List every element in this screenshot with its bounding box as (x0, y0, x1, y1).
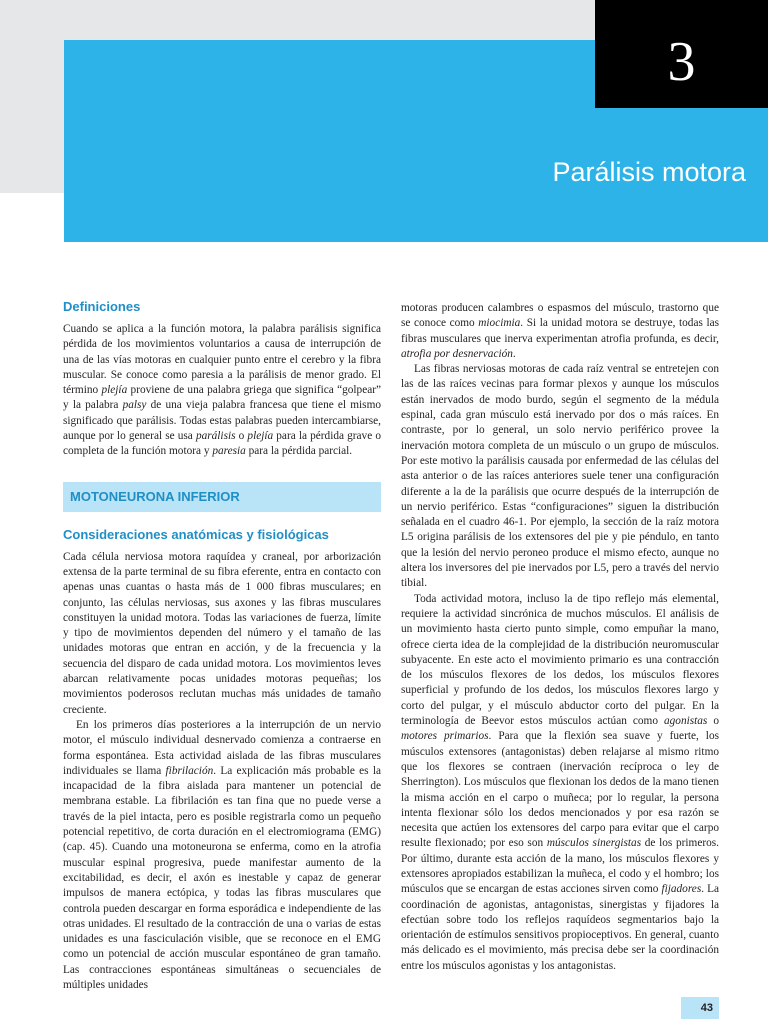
text-run: . La coordinación de agonistas, antagonistas, sinergistas y fijadores la efectúan sobre todo los reflejos raquídeos segmentarios bajo la orientación de estímulos sensitivos propioceptivos. En general, cuanto más delicado es el movimiento, más precisa debe ser la coordinación entre los músculos agonistas y los antagonistas. (401, 883, 719, 972)
text-run-italic: agonistas (664, 715, 708, 728)
paragraph-definitions (63, 322, 381, 460)
left-column (63, 298, 381, 993)
text-run: motoras producen calambres o espasmos del músculo, trastorno que se conoce como (401, 302, 719, 330)
paragraph-raiz-ventral: Las fibras nerviosas motoras de cada raíz ventral se entretejen con las de las raíces vecinas para formar plexos y aunque los músculos están inervados de modo burdo, según el segmento de la médula espinal, cada gran músculo está inervado por dos o más raíces. En contraste, por lo general, un solo nervio periférico provee la inervación motora completa de un músculo o un grupo de músculos. Por este motivo la parálisis causada por enfermedad de las células del asta anterior o de las raíces anteriores suele tener una configuración diferente a la de la parálisis que ocurre después de la interrupción de un nervio periférico. Estas “configuraciones” siguen la distribución señalada en el cuadro 46-1. Por ejemplo, la sección de la raíz motora L5 origina parálisis de los extensores del pie y pie péndulo, en tanto que la lesión del nervio peroneo produce el mismo efecto, aunque no altera los inversores del pie inervados por L5, pero a través del nervio tibial. (401, 363, 719, 590)
text-run-italic: músculos sinergistas (546, 837, 642, 850)
heading-consideraciones: Consideraciones anatómicas y fisiológicas (63, 526, 329, 542)
text-run: de los primeros. Por último, durante esta acción de la mano, los músculos flexores y extensores apropiados estabilizan la muñeca, el codo y el hombro; los músculos que se encargan de estas acciones sirven como (401, 837, 719, 896)
text-run-italic: fijadores (661, 883, 702, 896)
section-bar-motoneurona-inferior: MOTONEURONA INFERIOR (63, 482, 381, 512)
paragraph-miocimia (401, 301, 719, 362)
text-run-italic: plejía (101, 384, 128, 397)
text-run: . La explicación más probable es la incapacidad de la fibra aislada para mantener un potencial de membrana estable. La fibrilación es tan fina que no puede verse a través de la piel intacta, pero es posible registrarla como un pequeño potencial repetitivo, de corta duración en el electromiograma (EMG) (cap. 45). Cuando una motoneurona se enferma, como en la atrofia muscular espinal progresiva, puede manifestar aumento de la excitabilidad, es decir, el axón es inestable y capaz de generar impulsos de manera ectópica, y todas las fibras musculares que controla pueden descargar en forma esporádica e independiente de las otras unidades. El resultado de la contracción de una o varias de estas unidades es una fasciculación visible, que se reconoce en el EMG como un potencial de acción muscular espontáneo de gran tamaño. Las contracciones espontáneas simultáneas o secuenciales de múltiples unidades (63, 764, 381, 991)
text-run-italic: palsy (122, 399, 147, 412)
text-run: . (512, 347, 516, 360)
chapter-number-box (595, 0, 768, 108)
text-run-italic: plejía (247, 430, 274, 443)
chapter-title: Parálisis motora (552, 157, 746, 187)
text-run: o (707, 715, 719, 728)
heading-definiciones: Definiciones (63, 299, 141, 314)
right-column (401, 301, 719, 974)
text-run: para la pérdida parcial. (245, 445, 353, 458)
text-run: Toda actividad motora, incluso la de tipo reflejo más elemental, requiere la actividad sincrónica de muchos músculos. El análisis de un movimiento hasta cierto punto simple, como empuñar la mano, ofrece cierta idea de la complejidad de la distribución neuromuscular subyacente. En este acto el movimiento primario es una contracción de los músculos flexores de los dedos, los músculos flexores superficial y profundo de los dedos, los músculos flexores largo y corto del pulgar, y el músculo abductor corto del pulgar. En la terminología de Beevor estos músculos actúan como (401, 592, 719, 728)
text-run-italic: paresia (212, 445, 246, 458)
text-run: Cuando se aplica a la función motora, la palabra parálisis significa pérdida de los movimientos voluntarios a causa de interrupción de una de las vías motoras en cualquier punto entre el cerebro y la fibra muscular. Se conoce como paresia a la parálisis de menor grado. El término (63, 323, 381, 397)
text-run-italic: atrofia por desnervación (401, 347, 513, 360)
text-run: para la pérdida grave o completa de la función motora y (63, 430, 381, 458)
text-run: . Si la unidad motora se destruye, todas las fibras musculares que inerva experimentan atrofia profunda, es decir, (401, 317, 720, 345)
text-run: proviene de una palabra griega que significa “golpear” y la palabra (63, 384, 381, 412)
text-run: de una vieja palabra francesa que tiene el mismo significado que parálisis. Todas estas palabras pueden intercambiarse, aunque por lo general se usa (63, 399, 381, 443)
chapter-number: 3 (667, 31, 696, 93)
text-run: En los primeros días posteriores a la interrupción de un nervio motor, el músculo individual desnervado comienza a contraerse en forma espontánea. Esta actividad aislada de las fibras musculares individuales se llama (63, 718, 381, 777)
text-run-italic: fibrilación (165, 764, 214, 777)
text-run-italic: motores primarios (401, 730, 489, 743)
text-run-italic: miocimia (478, 317, 521, 330)
paragraph-unidad-motora: Cada célula nerviosa motora raquídea y craneal, por arborización extensa de la parte terminal de su fibra eferente, entra en contacto con apenas unas cuantas o hasta más de 1 000 fibras musculares; en conjunto, las células nerviosas, sus axones y las fibras musculares constituyen la unidad motora. Todas las variaciones de fuerza, límite y tipo de movimientos dependen del número y el tamaño de las unidades motoras que entran en acción, y de la frecuencia y la secuencia del disparo de cada unidad motora. Los movimientos leves abarcan relativamente pocas unidades motoras pequeñas; los movimientos poderosos reclutan muchas más unidades de tamaño creciente. (63, 550, 381, 716)
paragraph-fibrilacion (63, 718, 381, 993)
text-run: . Para que la flexión sea suave y fuerte, los músculos extensores (antagonistas) deben relajarse al mismo ritmo que los flexores se contraen (inervación recíproca o ley de Sherrington). Los músculos que flexionan los dedos de la mano tienen la misma acción en el carpo o muñeca; por lo regular, la persona intenta flexionar sólo los dedos mencionados y por esa razón se necesita que actúen los extensores del carpo para evitar que el carpo resulte flexionado; por eso son (401, 730, 719, 850)
paragraph-actividad-motora (401, 592, 719, 974)
text-run-italic: parálisis (195, 430, 236, 443)
page-number: 43 (681, 997, 719, 1019)
text-run: o (235, 430, 248, 443)
